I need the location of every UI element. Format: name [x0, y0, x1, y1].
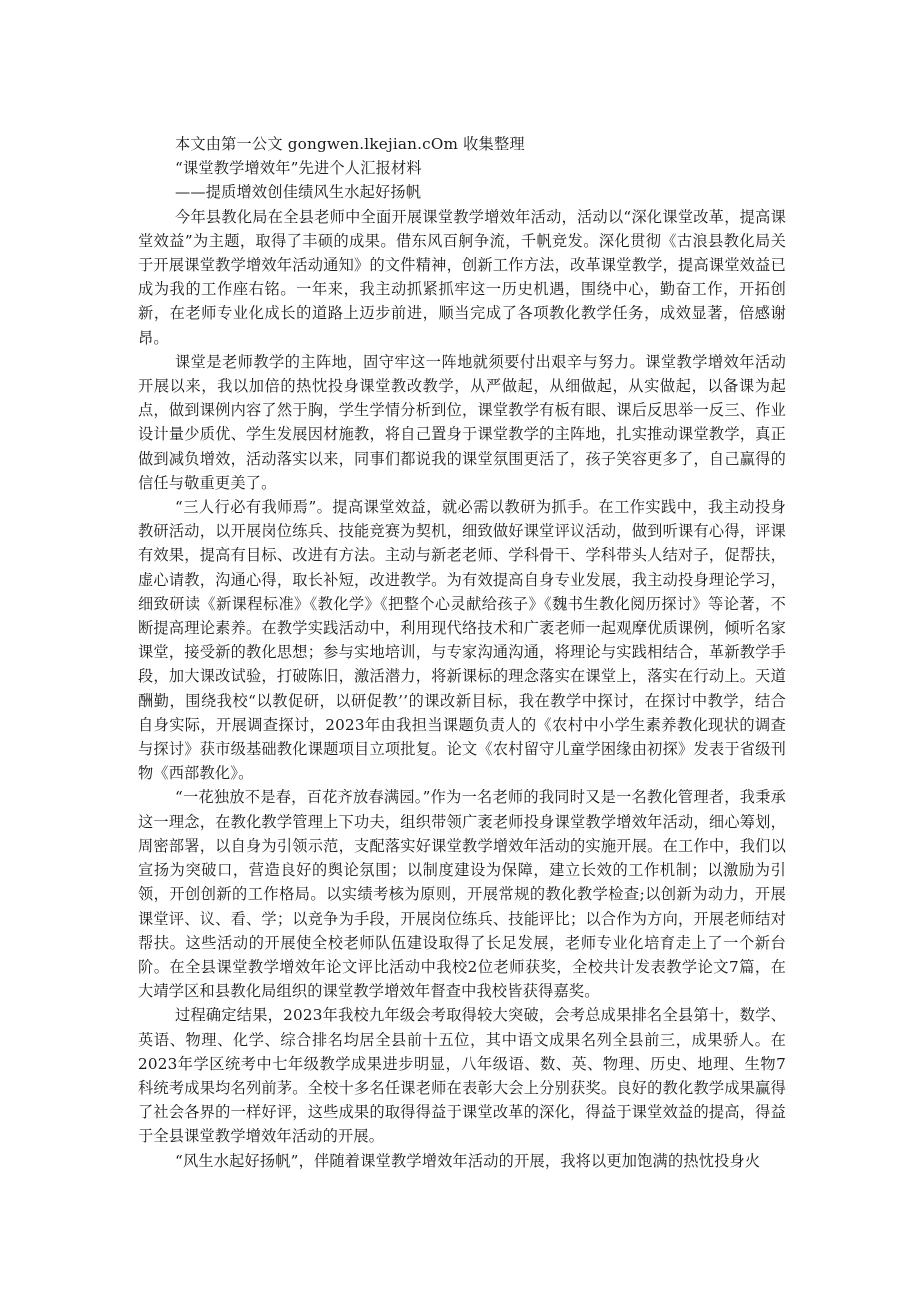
- source-line: 本文由第一公文 gongwen.lkejian.cOm 收集整理: [175, 135, 525, 153]
- paragraph-research: “三人行必有我师焉”。提高课堂效益，就必需以教研为抓手。在工作实践中，我主动投身教研活动，以开展岗位练兵、技能竞赛为契机，细致做好课堂评议活动，做到听课有心得，评课有效果，提高有目标、改进有方法。主动与新老老师、学科骨干、学科带头人结对子，促帮扶，虚心请教，沟通心得，取长补短，改进教学。为有效提高自身专业发展，我主动投身理论学习，细致研读《新课程标准》《教化学》《把整个心灵献给孩子》《魏书生教化阅历探讨》等论著，不断提高理论素养。在教学实践活动中，利用现代络技术和广袤老师一起观摩优质课例，倾听名家课堂，接受新的教化思想；参与实地培训，与专家沟通沟通，将理论与实践相结合，革新教学手段，加大课改试验，打破陈旧，激活潜力，将新课标的理念落实在课堂上，落实在行动上。天道酬勤，围绕我校“以教促研，以研促教’’的课改新目标，我在教学中探讨，在探讨中教学，结合自身实际，开展调查探讨，2023年由我担当课题负责人的《农村中小学生素养教化现状的调查与探讨》获市级基础教化课题项目立项批复。论文《农村留守儿童学困缘由初探》发表于省级刊物《西部教化》。: [138, 498, 786, 783]
- paragraph-results: 过程确定结果，2023年我校九年级会考取得较大突破，会考总成果排名全县第十，数学、英语、物理、化学、综合排名均居全县前十五位，其中语文成果名列全县前三，成果骄人。在2023年学区统考中七年级教学成果进步明显，八年级语、数、英、物理、历史、地理、生物7科统考成果均名列前茅。全校十多名任课老师在表彰大会上分别获奖。良好的教化教学成果赢得了社会各界的一样好评，这些成果的取得得益于课堂改革的深化，得益于课堂效益的提高，得益于全县课堂教学增效年活动的开展。: [138, 1006, 786, 1146]
- document-body: [138, 132, 786, 1173]
- paragraph-classroom: 课堂是老师教学的主阵地，固守牢这一阵地就须要付出艰辛与努力。课堂教学增效年活动开展以来，我以加倍的热忱投身课堂教改教学，从严做起，从细做起，从实做起，以备课为起点，做到课例内容了然于胸，学生学情分析到位，课堂教学有板有眼、课后反思举一反三、作业设计量少质优、学生发展因材施教，将自己置身于课堂教学的主阵地，扎实推动课堂教学，真正做到减负增效，活动落实以来，同事们都说我的课堂氛围更活了，孩子笑容更多了，自己赢得的信任与敬重更美了。: [138, 352, 786, 492]
- document-title: “课堂教学增效年”先进个人汇报材料: [175, 159, 422, 178]
- paragraph-management: “一花独放不是春，百花齐放春满园。”作为一名老师的我同时又是一名教化管理者，我秉承这一理念，在教化教学管理上下功夫，组织带领广袤老师投身课堂教学增效年活动，细心筹划，周密部署，以自身为引领示范，支配落实好课堂教学增效年活动的实施开展。在工作中，我们以宣扬为突破口，营造良好的舆论氛围；以制度建设为保障，建立长效的工作机制；以激励为引领，开创创新的工作格局。以实绩考核为原则，开展常规的教化教学检查;以创新为动力，开展课堂评、议、看、学；以竞争为手段，开展岗位练兵、技能评比；以合作为方向，开展老师结对帮扶。这些活动的开展使全校老师队伍建设取得了长足发展，老师专业化培育走上了一个新台阶。在全县课堂教学增效年论文评比活动中我校2位老师获奖，全校共计发表教学论文7篇，在大靖学区和县教化局组织的课堂教学增效年督查中我校皆获得嘉奖。: [138, 788, 786, 1001]
- document-subtitle: ——提质增效创佳绩风生水起好扬帆: [175, 183, 422, 202]
- paragraph-intro: 今年县教化局在全县老师中全面开展课堂教学增效年活动，活动以“深化课堂改革，提高课堂效益”为主题，取得了丰硕的成果。借东风百舸争流，千帆竞发。深化贯彻《古浪县教化局关于开展课堂教学增效年活动通知》的文件精神，创新工作方法，改革课堂教学，提高课堂效益已成为我的工作座右铭。一年来，我主动抓紧抓牢这一历史机遇，围绕中心，勤奋工作，开拓创新，在老师专业化成长的道路上迈步前进，顺当完成了各项教化教学任务，成效显著，倍感谢昂。: [138, 207, 786, 347]
- paragraph-closing: “风生水起好扬帆”，伴随着课堂教学增效年活动的开展，我将以更加饱满的热忱投身火: [175, 1151, 761, 1170]
